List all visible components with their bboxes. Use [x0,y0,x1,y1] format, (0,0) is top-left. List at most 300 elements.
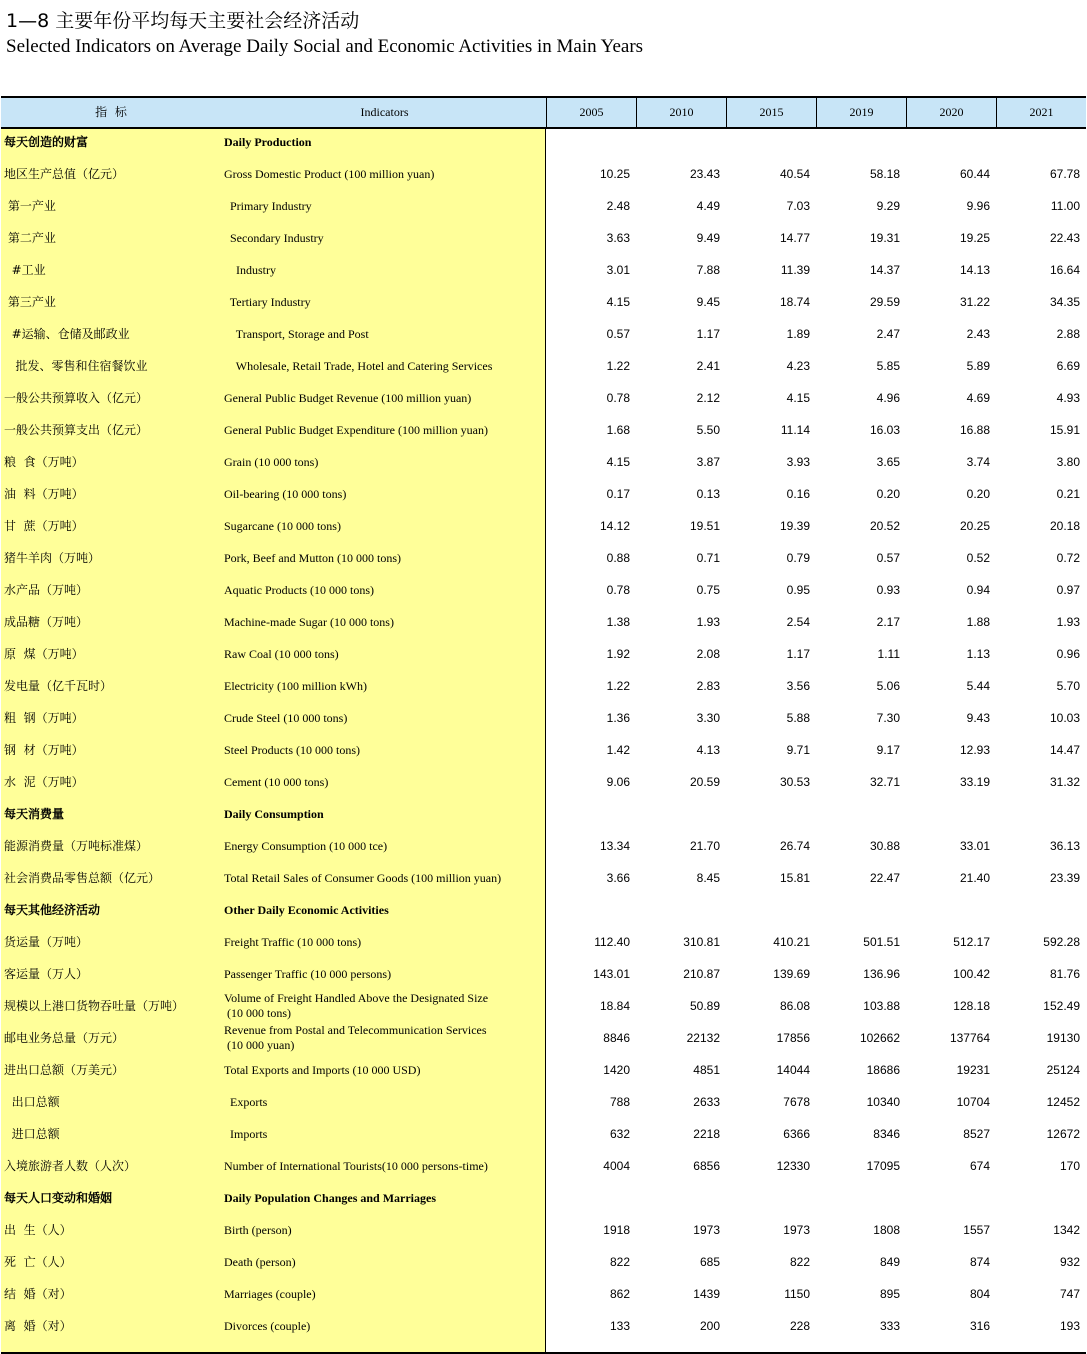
table-row [0,1310,1087,1342]
table-row [0,1246,1087,1278]
value-cell-2010: 8.45 [696,871,720,885]
value-cell-2010: 2.41 [696,359,720,373]
indicator-name-en: Other Daily Economic Activities [224,903,389,917]
value-cell-2005: 0.78 [606,583,630,597]
value-cell-2015: 6366 [783,1127,810,1141]
indicator-name-cn: 进口总额 [4,1127,60,1141]
value-cell-2019: 8346 [873,1127,900,1141]
value-cell-2010: 9.49 [696,231,720,245]
value-cell-2005: 2.48 [606,199,630,213]
value-cell-2021: 0.72 [1056,551,1080,565]
section-header-row [0,1182,1087,1214]
value-cell-2019: 102662 [859,1031,900,1045]
indicator-name-en: Aquatic Products (10 000 tons) [224,583,374,597]
value-cell-2021: 19130 [1046,1031,1080,1045]
header-year: 2015 [726,98,816,127]
value-cell-2021: 12452 [1046,1095,1080,1109]
value-cell-2015: 30.53 [779,775,810,789]
value-cell-2021: 22.43 [1049,231,1080,245]
value-cell-2019: 18686 [866,1063,900,1077]
value-cell-2010: 685 [699,1255,720,1269]
value-cell-2010: 4.13 [696,743,720,757]
table-row [0,542,1087,574]
page-title-english: Selected Indicators on Average Daily Social and Economic Activities in Main Years [6,36,644,57]
value-cell-2010: 1.93 [696,615,720,629]
table-row [0,158,1087,190]
value-cell-2005: 788 [609,1095,630,1109]
value-cell-2019: 849 [879,1255,900,1269]
value-cell-2021: 0.97 [1056,583,1080,597]
indicator-name-en: Divorces (couple) [224,1319,311,1333]
value-cell-2015: 7.03 [786,199,810,213]
table-row [0,446,1087,478]
table-row [0,1086,1087,1118]
indicator-name-cn: 每天创造的财富 [4,135,89,149]
indicator-name-en: Pork, Beef and Mutton (10 000 tons) [224,551,401,565]
value-cell-2020: 19.25 [959,231,990,245]
indicator-name-en [224,1023,534,1053]
value-cell-2010: 0.75 [696,583,720,597]
value-cell-2015: 9.71 [786,743,810,757]
value-cell-2015: 1.89 [786,327,810,341]
value-cell-2020: 9.96 [966,199,990,213]
value-cell-2019: 3.65 [876,455,900,469]
indicator-name-en: Steel Products (10 000 tons) [224,743,360,757]
value-cell-2015: 40.54 [779,167,810,181]
table-row [0,1214,1087,1246]
value-cell-2015: 822 [789,1255,810,1269]
value-cell-2005: 822 [609,1255,630,1269]
indicator-name-cn: 离 婚（对） [4,1319,72,1333]
value-cell-2010: 2.08 [696,647,720,661]
indicator-name-en: Passenger Traffic (10 000 persons) [224,967,392,981]
indicator-name-en: Electricity (100 million kWh) [224,679,367,693]
indicator-name-cn: 猪牛羊肉（万吨） [4,551,101,565]
indicator-name-en: Raw Coal (10 000 tons) [224,647,339,661]
value-cell-2019: 32.71 [869,775,900,789]
value-cell-2010: 23.43 [689,167,720,181]
indicator-name-cn: 能源消费量（万吨标准煤） [4,839,149,853]
indicator-name-en: Marriages (couple) [224,1287,316,1301]
indicator-name-en: Crude Steel (10 000 tons) [224,711,348,725]
value-cell-2005: 1.42 [606,743,630,757]
indicator-name-cn: 出口总额 [4,1095,60,1109]
indicator-name-cn: #工业 [4,263,46,277]
indicator-name-en-line2: (10 000 tons) [224,1006,291,1020]
indicator-name-en: Daily Production [224,135,312,149]
value-cell-2019: 16.03 [869,423,900,437]
value-cell-2015: 86.08 [779,999,810,1013]
indicator-name-en: Grain (10 000 tons) [224,455,319,469]
value-cell-2021: 36.13 [1049,839,1080,853]
table-row [0,414,1087,446]
value-cell-2005: 18.84 [599,999,630,1013]
value-cell-2015: 4.23 [786,359,810,373]
indicator-name-en: Energy Consumption (10 000 tce) [224,839,388,853]
value-cell-2010: 5.50 [696,423,720,437]
value-cell-2020: 20.25 [959,519,990,533]
value-cell-2021: 34.35 [1049,295,1080,309]
section-header-row [0,126,1087,158]
value-cell-2019: 103.88 [863,999,900,1013]
value-cell-2021: 4.93 [1056,391,1080,405]
indicator-name-cn: 结 婚（对） [4,1287,72,1301]
table-row [0,1022,1087,1054]
value-cell-2010: 7.88 [696,263,720,277]
value-cell-2015: 1.17 [786,647,810,661]
value-cell-2020: 5.44 [966,679,990,693]
value-cell-2015: 26.74 [779,839,810,853]
indicator-name-en: Number of International Tourists(10 000 persons-time) [224,1159,488,1173]
indicator-name-cn: 每天人口变动和婚姻 [4,1191,113,1205]
indicator-name-cn: 水 泥（万吨） [4,775,84,789]
section-header-row [0,894,1087,926]
value-cell-2019: 895 [879,1287,900,1301]
indicator-name-en: Gross Domestic Product (100 million yuan) [224,167,435,181]
page-title-chinese: 1—8 主要年份平均每天主要社会经济活动 [6,10,360,32]
value-cell-2010: 200 [699,1319,720,1333]
indicator-name-en: Secondary Industry [224,231,324,245]
indicator-name-en: Sugarcane (10 000 tons) [224,519,341,533]
table-row [0,638,1087,670]
value-cell-2015: 5.88 [786,711,810,725]
value-cell-2020: 674 [969,1159,990,1173]
indicator-name-en: Exports [224,1095,268,1109]
value-cell-2015: 19.39 [779,519,810,533]
indicator-name-en: Birth (person) [224,1223,292,1237]
value-cell-2015: 3.56 [786,679,810,693]
value-cell-2020: 10704 [956,1095,990,1109]
value-cell-2021: 23.39 [1049,871,1080,885]
value-cell-2015: 0.16 [786,487,810,501]
value-cell-2015: 2.54 [786,615,810,629]
value-cell-2005: 632 [609,1127,630,1141]
indicator-name-en: General Public Budget Expenditure (100 million yuan) [224,423,488,437]
table-row [0,254,1087,286]
value-cell-2005: 4.15 [606,455,630,469]
value-cell-2021: 25124 [1046,1063,1080,1077]
value-cell-2005: 13.34 [599,839,630,853]
table-row [0,670,1087,702]
value-cell-2021: 14.47 [1049,743,1080,757]
value-cell-2021: 11.00 [1050,199,1080,213]
value-cell-2010: 310.81 [683,935,720,949]
table-row [0,318,1087,350]
header-year: 2010 [636,98,726,127]
value-cell-2005: 1.22 [606,359,630,373]
value-cell-2020: 1.13 [966,647,990,661]
table-row [0,1150,1087,1182]
value-cell-2005: 3.63 [606,231,630,245]
table-row [0,510,1087,542]
indicator-name-cn: 粗 钢（万吨） [4,711,84,725]
value-cell-2015: 14.77 [779,231,810,245]
value-cell-2015: 11.14 [780,423,810,437]
value-cell-2019: 20.52 [869,519,900,533]
value-cell-2021: 592.28 [1043,935,1080,949]
indicator-name-en: Machine-made Sugar (10 000 tons) [224,615,394,629]
value-cell-2005: 4004 [603,1159,630,1173]
header-year: 2005 [546,98,636,127]
indicator-name-en: Oil-bearing (10 000 tons) [224,487,347,501]
value-cell-2019: 2.17 [876,615,900,629]
value-cell-2021: 932 [1059,1255,1080,1269]
indicator-name-cn: 一般公共预算支出（亿元） [4,423,149,437]
value-cell-2020: 0.94 [966,583,990,597]
value-cell-2020: 16.88 [959,423,990,437]
value-cell-2020: 33.01 [959,839,990,853]
value-cell-2010: 2.12 [696,391,720,405]
value-cell-2019: 17095 [866,1159,900,1173]
value-cell-2021: 31.32 [1049,775,1080,789]
value-cell-2015: 0.95 [786,583,810,597]
indicator-name-en-line2: (10 000 yuan) [224,1038,295,1052]
value-cell-2020: 60.44 [959,167,990,181]
value-cell-2019: 5.85 [876,359,900,373]
indicator-name-cn: 死 亡（人） [4,1255,72,1269]
indicator-name-cn: 油 料（万吨） [4,487,84,501]
indicator-name-cn: 钢 材（万吨） [4,743,84,757]
value-cell-2021: 0.96 [1056,647,1080,661]
value-cell-2021: 10.03 [1049,711,1080,725]
value-cell-2019: 1.11 [877,647,900,661]
table-row [0,958,1087,990]
value-cell-2020: 1.88 [966,615,990,629]
indicator-name-en: Freight Traffic (10 000 tons) [224,935,362,949]
value-cell-2019: 1808 [873,1223,900,1237]
value-cell-2021: 67.78 [1049,167,1080,181]
value-cell-2005: 0.57 [606,327,630,341]
value-cell-2015: 7678 [783,1095,810,1109]
table-row [0,382,1087,414]
value-cell-2010: 50.89 [689,999,720,1013]
value-cell-2020: 8527 [963,1127,990,1141]
value-cell-2019: 19.31 [869,231,900,245]
value-cell-2015: 15.81 [779,871,810,885]
value-cell-2020: 2.43 [966,327,990,341]
table-row [0,478,1087,510]
value-cell-2020: 128.18 [953,999,990,1013]
table-row [0,574,1087,606]
indicator-name-cn: 粮 食（万吨） [4,455,84,469]
value-cell-2005: 143.01 [593,967,630,981]
value-cell-2010: 22132 [686,1031,720,1045]
value-cell-2015: 18.74 [779,295,810,309]
value-cell-2010: 210.87 [683,967,720,981]
value-cell-2005: 1.36 [606,711,630,725]
table-row [0,990,1087,1022]
indicator-name-en: Transport, Storage and Post [224,327,369,341]
value-cell-2020: 0.20 [966,487,990,501]
value-cell-2021: 20.18 [1049,519,1080,533]
indicator-name-cn: 第三产业 [4,295,56,309]
value-cell-2019: 9.29 [876,199,900,213]
value-cell-2010: 1973 [693,1223,720,1237]
value-cell-2015: 228 [789,1319,810,1333]
value-cell-2005: 0.17 [606,487,630,501]
table-row [0,862,1087,894]
value-cell-2019: 10340 [866,1095,900,1109]
value-cell-2005: 8846 [603,1031,630,1045]
value-cell-2005: 14.12 [599,519,630,533]
indicator-name-cn: 每天其他经济活动 [4,903,101,917]
indicator-name-en: Imports [224,1127,268,1141]
table-row [0,1054,1087,1086]
table-row [0,926,1087,958]
value-cell-2021: 1342 [1053,1223,1080,1237]
section-header-row [0,798,1087,830]
value-cell-2015: 11.39 [780,263,810,277]
value-cell-2010: 21.70 [689,839,720,853]
value-cell-2005: 0.88 [606,551,630,565]
value-cell-2021: 152.49 [1043,999,1080,1013]
indicator-name-en: Death (person) [224,1255,296,1269]
indicator-name-cn: 出 生（人） [4,1223,72,1237]
value-cell-2005: 1.38 [606,615,630,629]
value-cell-2005: 112.40 [594,935,630,949]
header-year: 2020 [906,98,996,127]
indicator-name-cn: 进出口总额（万美元） [4,1063,125,1077]
value-cell-2019: 0.93 [876,583,900,597]
value-cell-2021: 193 [1059,1319,1080,1333]
table-header [1,96,1086,129]
value-cell-2020: 100.42 [953,967,990,981]
indicator-name-en: Daily Population Changes and Marriages [224,1191,437,1205]
value-cell-2020: 0.52 [966,551,990,565]
indicator-name-cn: 规模以上港口货物吞吐量（万吨） [4,999,185,1013]
header-indicator-en: Indicators [360,105,409,119]
value-cell-2015: 14044 [776,1063,810,1077]
value-cell-2021: 81.76 [1049,967,1080,981]
value-cell-2005: 1918 [603,1223,630,1237]
value-cell-2015: 17856 [776,1031,810,1045]
value-cell-2019: 136.96 [863,967,900,981]
value-cell-2005: 1.22 [606,679,630,693]
indicator-name-en: Tertiary Industry [224,295,311,309]
value-cell-2021: 747 [1059,1287,1080,1301]
value-cell-2020: 3.74 [966,455,990,469]
value-cell-2019: 5.06 [876,679,900,693]
value-cell-2021: 0.21 [1056,487,1080,501]
value-cell-2010: 19.51 [689,519,720,533]
value-cell-2010: 2.83 [696,679,720,693]
indicator-name-cn: 邮电业务总量（万元） [4,1031,125,1045]
table-row [0,1278,1087,1310]
indicator-name-en: Wholesale, Retail Trade, Hotel and Catering Services [224,359,493,373]
value-cell-2019: 2.47 [876,327,900,341]
value-cell-2020: 137764 [949,1031,990,1045]
value-cell-2021: 5.70 [1056,679,1080,693]
indicator-name-en: Primary Industry [224,199,312,213]
table-row [0,766,1087,798]
value-cell-2005: 9.06 [606,775,630,789]
indicator-name-cn: 第二产业 [4,231,56,245]
value-cell-2015: 3.93 [786,455,810,469]
value-cell-2021: 12672 [1046,1127,1080,1141]
value-cell-2010: 3.30 [696,711,720,725]
value-cell-2020: 33.19 [959,775,990,789]
value-cell-2005: 0.78 [606,391,630,405]
value-cell-2010: 0.71 [696,551,720,565]
value-cell-2015: 4.15 [786,391,810,405]
value-cell-2021: 6.69 [1056,359,1080,373]
indicator-name-en-line1: Volume of Freight Handled Above the Designated Size [224,991,489,1005]
value-cell-2019: 29.59 [869,295,900,309]
indicator-name-cn: 地区生产总值（亿元） [4,167,125,181]
indicator-name-cn: 社会消费品零售总额（亿元） [4,871,161,885]
header-year: 2019 [816,98,906,127]
indicator-name-en: General Public Budget Revenue (100 million yuan) [224,391,472,405]
value-cell-2005: 10.25 [599,167,630,181]
table-row [0,734,1087,766]
value-cell-2010: 9.45 [696,295,720,309]
value-cell-2019: 0.57 [876,551,900,565]
value-cell-2015: 0.79 [786,551,810,565]
value-cell-2021: 16.64 [1049,263,1080,277]
value-cell-2019: 0.20 [876,487,900,501]
table-row [0,830,1087,862]
indicator-name-cn: #运输、仓储及邮政业 [4,327,130,341]
value-cell-2010: 2218 [693,1127,720,1141]
value-cell-2020: 804 [969,1287,990,1301]
value-cell-2015: 1150 [784,1287,810,1301]
table-row [0,702,1087,734]
value-cell-2019: 14.37 [869,263,900,277]
value-cell-2010: 0.13 [696,487,720,501]
header-year: 2021 [996,98,1086,127]
indicator-name-en: Cement (10 000 tons) [224,775,329,789]
value-cell-2019: 9.17 [876,743,900,757]
indicator-name-cn: 成品糖（万吨） [4,615,89,629]
table-row [0,606,1087,638]
value-cell-2020: 21.40 [959,871,990,885]
table-row [0,222,1087,254]
indicator-name-en-line1: Revenue from Postal and Telecommunication Services [224,1023,487,1037]
value-cell-2021: 170 [1059,1159,1080,1173]
value-cell-2019: 58.18 [869,167,900,181]
value-cell-2020: 9.43 [966,711,990,725]
indicator-name-cn: 水产品（万吨） [4,583,89,597]
value-cell-2020: 31.22 [959,295,990,309]
value-cell-2020: 14.13 [959,263,990,277]
value-cell-2010: 6856 [693,1159,720,1173]
value-cell-2005: 1420 [603,1063,630,1077]
value-cell-2019: 333 [879,1319,900,1333]
value-cell-2021: 1.93 [1056,615,1080,629]
indicator-name-cn: 货运量（万吨） [4,935,89,949]
value-cell-2020: 874 [969,1255,990,1269]
indicator-name-cn: 入境旅游者人数（人次） [4,1159,137,1173]
value-cell-2005: 133 [609,1319,630,1333]
indicator-name-cn: 第一产业 [4,199,56,213]
table-row [0,350,1087,382]
value-cell-2010: 1.17 [696,327,720,341]
value-cell-2015: 1973 [783,1223,810,1237]
header-indicator-cn: 指 标 [95,105,129,119]
value-cell-2005: 4.15 [606,295,630,309]
indicator-name-en: Daily Consumption [224,807,324,821]
value-cell-2010: 4.49 [696,199,720,213]
value-cell-2020: 12.93 [959,743,990,757]
table-row [0,286,1087,318]
value-cell-2015: 12330 [776,1159,810,1173]
value-cell-2021: 3.80 [1056,455,1080,469]
value-cell-2005: 3.66 [606,871,630,885]
value-cell-2010: 1439 [693,1287,720,1301]
value-cell-2005: 3.01 [606,263,630,277]
indicator-name-cn: 甘 蔗（万吨） [4,519,84,533]
value-cell-2019: 501.51 [863,935,900,949]
